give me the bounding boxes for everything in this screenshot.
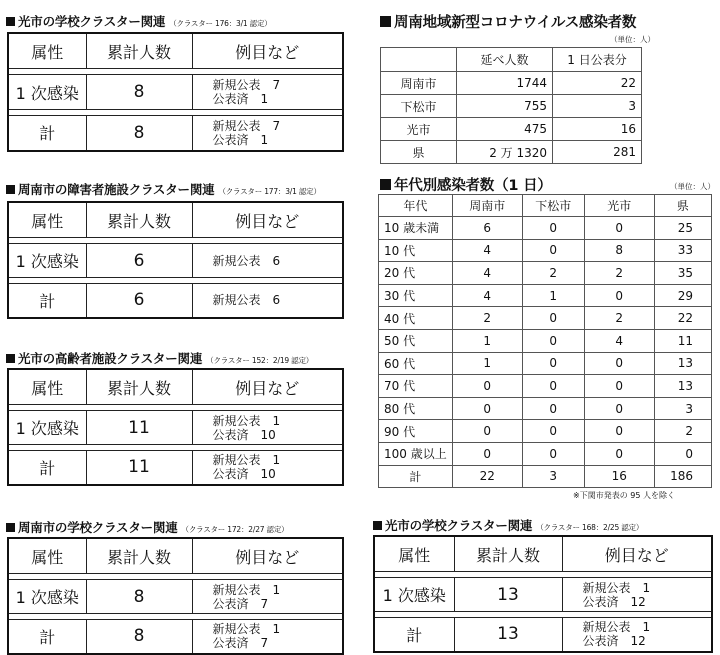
total-cell: 13 — [454, 618, 562, 652]
hikari-value: 2 — [584, 307, 654, 330]
hikari-value: 0 — [584, 420, 654, 443]
total-cell: 11 — [86, 411, 192, 445]
examples-cell: 新規公表 1 公表済 10 — [192, 451, 343, 485]
hikari-value: 0 — [584, 442, 654, 465]
square-bullet-icon — [6, 185, 15, 194]
age-group: 計 — [379, 465, 453, 488]
header-attribute: 属性 — [8, 202, 86, 238]
shunan-value: 0 — [452, 375, 522, 398]
attribute-cell: 計 — [8, 284, 86, 318]
prefecture-value: 25 — [654, 217, 711, 240]
examples-cell: 新規公表 6 — [192, 284, 343, 318]
header-total: 累計人数 — [86, 33, 192, 69]
total-cell: 8 — [86, 116, 192, 151]
regional-title: 周南地域新型コロナウイルス感染者数 — [380, 11, 636, 32]
regional-unit: （単位：人） — [610, 35, 655, 44]
hikari-value: 16 — [584, 465, 654, 488]
square-bullet-icon — [380, 16, 391, 27]
attribute-cell: 1 次感染 — [8, 580, 86, 614]
square-bullet-icon — [373, 521, 382, 530]
prefecture-value: 186 — [654, 465, 711, 488]
cluster-title: 周南市の障害者施設クラスター関連 （クラスター 177：3/1 認定） — [6, 180, 321, 198]
age-group: 50 代 — [379, 329, 453, 352]
age-group: 40 代 — [379, 307, 453, 330]
table-row — [379, 465, 712, 488]
kudamatsu-value: 0 — [522, 307, 584, 330]
kudamatsu-value: 1 — [522, 284, 584, 307]
age-group: 60 代 — [379, 352, 453, 375]
shunan-value: 0 — [452, 420, 522, 443]
table-row — [379, 239, 712, 262]
total-cell: 8 — [86, 580, 192, 614]
header-total: 累計人数 — [86, 369, 192, 405]
hikari-value: 2 — [584, 262, 654, 285]
header-blank — [381, 48, 457, 72]
cumulative-value: 2 万 1320 — [457, 141, 553, 164]
header-examples: 例目など — [562, 536, 712, 572]
header-kudamatsu: 下松市 — [522, 195, 584, 217]
shunan-value: 4 — [452, 239, 522, 262]
prefecture-value: 22 — [654, 307, 711, 330]
cumulative-value: 755 — [457, 95, 553, 118]
shunan-value: 4 — [452, 284, 522, 307]
header-prefecture: 県 — [654, 195, 711, 217]
daily-value: 22 — [553, 72, 642, 95]
age-footnote: ※下関市発表の 95 人を除く — [573, 491, 675, 500]
examples-cell: 新規公表 1 公表済 12 — [562, 578, 712, 612]
region-name: 光市 — [381, 118, 457, 141]
table-row — [379, 442, 712, 465]
age-group: 70 代 — [379, 375, 453, 398]
header-age: 年代 — [379, 195, 453, 217]
hikari-value: 0 — [584, 217, 654, 240]
age-group: 90 代 — [379, 420, 453, 443]
prefecture-value: 13 — [654, 375, 711, 398]
attribute-cell: 1 次感染 — [374, 578, 454, 612]
attribute-cell: 1 次感染 — [8, 244, 86, 278]
hikari-value: 0 — [584, 284, 654, 307]
prefecture-value: 11 — [654, 329, 711, 352]
region-name: 県 — [381, 141, 457, 164]
kudamatsu-value: 0 — [522, 217, 584, 240]
kudamatsu-value: 0 — [522, 442, 584, 465]
total-cell: 13 — [454, 578, 562, 612]
examples-cell: 新規公表 1 公表済 10 — [192, 411, 343, 445]
table-row — [379, 397, 712, 420]
daily-value: 16 — [553, 118, 642, 141]
cluster-table — [373, 535, 713, 653]
kudamatsu-value: 0 — [522, 352, 584, 375]
examples-cell: 新規公表 1 公表済 7 — [192, 620, 343, 654]
cluster-table — [7, 368, 344, 486]
shunan-value: 2 — [452, 307, 522, 330]
header-hikari: 光市 — [584, 195, 654, 217]
cluster-title: 光市の学校クラスター関連 （クラスター 168：2/25 認定） — [373, 516, 643, 534]
table-row — [379, 262, 712, 285]
attribute-cell: 計 — [374, 618, 454, 652]
square-bullet-icon — [6, 523, 15, 532]
cluster-title: 周南市の学校クラスター関連 （クラスター 172：2/27 認定） — [6, 518, 288, 536]
header-attribute: 属性 — [8, 33, 86, 69]
table-row — [379, 217, 712, 240]
cumulative-value: 475 — [457, 118, 553, 141]
header-attribute: 属性 — [8, 369, 86, 405]
header-total: 累計人数 — [454, 536, 562, 572]
prefecture-value: 29 — [654, 284, 711, 307]
shunan-value: 22 — [452, 465, 522, 488]
examples-cell: 新規公表 1 公表済 12 — [562, 618, 712, 652]
daily-value: 281 — [553, 141, 642, 164]
header-cumulative: 延べ人数 — [457, 48, 553, 72]
kudamatsu-value: 0 — [522, 329, 584, 352]
age-title: 年代別感染者数（1 日） — [380, 174, 552, 195]
square-bullet-icon — [6, 354, 15, 363]
header-examples: 例目など — [192, 202, 343, 238]
cluster-title: 光市の高齢者施設クラスター関連 （クラスター 152：2/19 認定） — [6, 349, 313, 367]
age-group: 80 代 — [379, 397, 453, 420]
kudamatsu-value: 2 — [522, 262, 584, 285]
square-bullet-icon — [380, 179, 391, 190]
hikari-value: 0 — [584, 352, 654, 375]
prefecture-value: 35 — [654, 262, 711, 285]
kudamatsu-value: 0 — [522, 239, 584, 262]
table-row — [379, 329, 712, 352]
regional-table — [380, 47, 642, 164]
header-attribute: 属性 — [374, 536, 454, 572]
examples-cell: 新規公表 6 — [192, 244, 343, 278]
prefecture-value: 0 — [654, 442, 711, 465]
kudamatsu-value: 0 — [522, 375, 584, 398]
cumulative-value: 1744 — [457, 72, 553, 95]
cluster-table — [7, 32, 344, 152]
hikari-value: 4 — [584, 329, 654, 352]
header-examples: 例目など — [192, 33, 343, 69]
age-table — [378, 194, 712, 488]
shunan-value: 0 — [452, 397, 522, 420]
total-cell: 11 — [86, 451, 192, 485]
square-bullet-icon — [6, 17, 15, 26]
attribute-cell: 計 — [8, 116, 86, 151]
kudamatsu-value: 0 — [522, 397, 584, 420]
shunan-value: 1 — [452, 329, 522, 352]
age-group: 100 歳以上 — [379, 442, 453, 465]
attribute-cell: 計 — [8, 451, 86, 485]
cluster-table — [7, 537, 344, 655]
cluster-table — [7, 201, 344, 319]
attribute-cell: 1 次感染 — [8, 411, 86, 445]
header-attribute: 属性 — [8, 538, 86, 574]
header-examples: 例目など — [192, 369, 343, 405]
examples-cell: 新規公表 7 公表済 1 — [192, 75, 343, 110]
examples-cell: 新規公表 7 公表済 1 — [192, 116, 343, 151]
total-cell: 8 — [86, 75, 192, 110]
region-name: 下松市 — [381, 95, 457, 118]
shunan-value: 6 — [452, 217, 522, 240]
shunan-value: 1 — [452, 352, 522, 375]
prefecture-value: 33 — [654, 239, 711, 262]
table-row — [379, 352, 712, 375]
shunan-value: 4 — [452, 262, 522, 285]
attribute-cell: 1 次感染 — [8, 75, 86, 110]
prefecture-value: 13 — [654, 352, 711, 375]
total-cell: 8 — [86, 620, 192, 654]
daily-value: 3 — [553, 95, 642, 118]
hikari-value: 0 — [584, 397, 654, 420]
age-group: 10 代 — [379, 239, 453, 262]
attribute-cell: 計 — [8, 620, 86, 654]
header-daily: 1 日公表分 — [553, 48, 642, 72]
age-unit: （単位：人） — [670, 182, 715, 191]
table-row — [379, 284, 712, 307]
kudamatsu-value: 0 — [522, 420, 584, 443]
examples-cell: 新規公表 1 公表済 7 — [192, 580, 343, 614]
region-name: 周南市 — [381, 72, 457, 95]
kudamatsu-value: 3 — [522, 465, 584, 488]
cluster-title: 光市の学校クラスター関連 （クラスター 176：3/1 認定） — [6, 12, 272, 30]
age-group: 30 代 — [379, 284, 453, 307]
header-total: 累計人数 — [86, 538, 192, 574]
table-row — [379, 375, 712, 398]
header-examples: 例目など — [192, 538, 343, 574]
prefecture-value: 2 — [654, 420, 711, 443]
total-cell: 6 — [86, 284, 192, 318]
header-shunan: 周南市 — [452, 195, 522, 217]
total-cell: 6 — [86, 244, 192, 278]
shunan-value: 0 — [452, 442, 522, 465]
hikari-value: 8 — [584, 239, 654, 262]
header-total: 累計人数 — [86, 202, 192, 238]
table-row — [379, 420, 712, 443]
hikari-value: 0 — [584, 375, 654, 398]
table-row — [379, 307, 712, 330]
age-group: 10 歳未満 — [379, 217, 453, 240]
prefecture-value: 3 — [654, 397, 711, 420]
age-group: 20 代 — [379, 262, 453, 285]
